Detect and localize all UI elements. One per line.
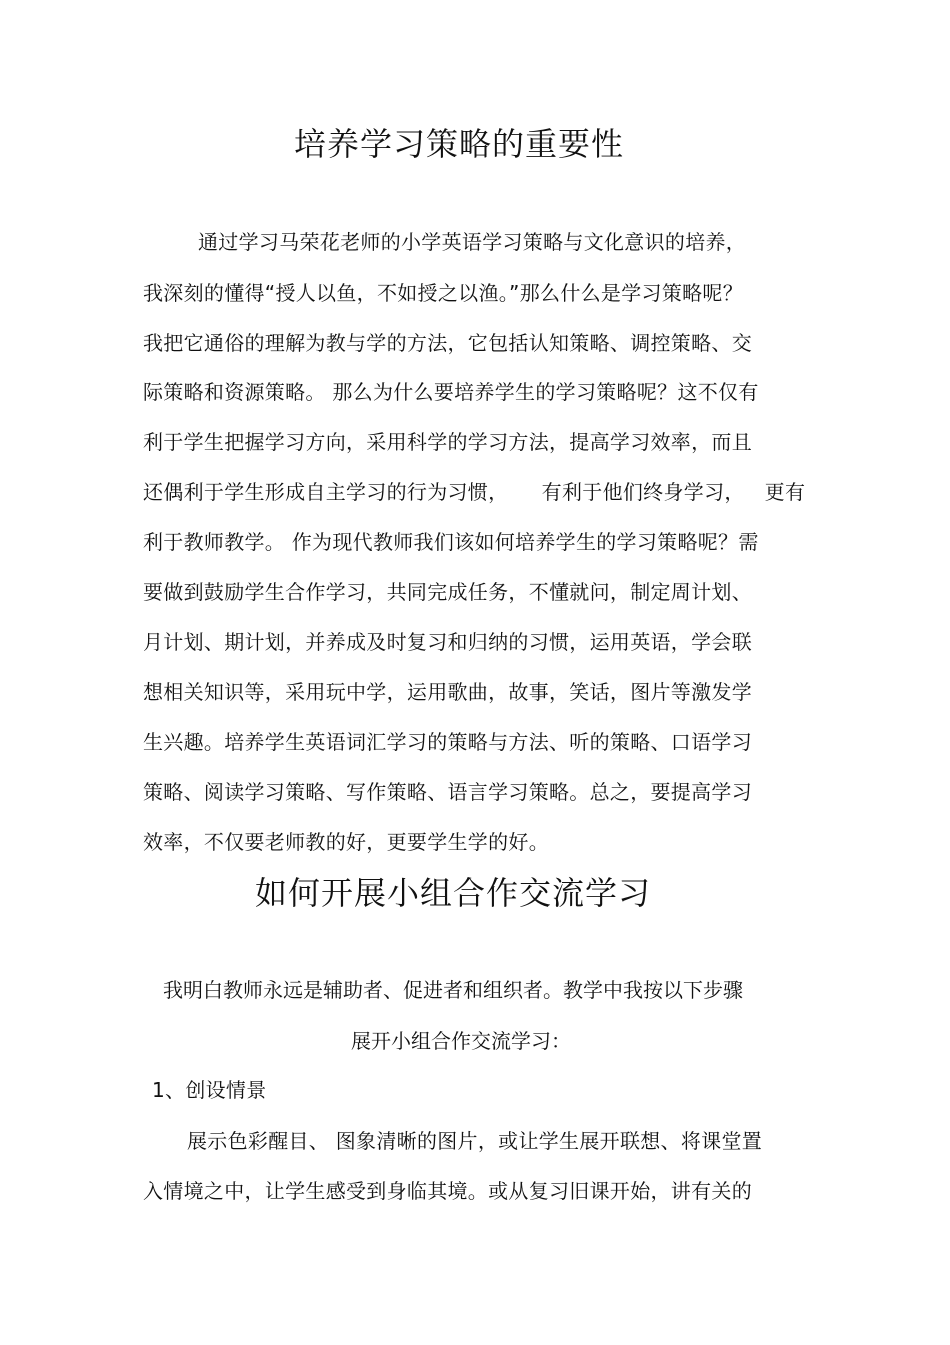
paragraph-line: 利于教师教学。 作为现代教师我们该如何培养学生的学习策略呢？需 (143, 530, 759, 554)
paragraph-line: 月计划、期计划，并养成及时复习和归纳的习惯，运用英语，学会联 (143, 630, 752, 654)
section1-title: 培养学习策略的重要性 (293, 125, 624, 163)
paragraph-line: 要做到鼓励学生合作学习，共同完成任务，不懂就问，制定周计划、 (143, 580, 752, 604)
paragraph-line: 效率，不仅要老师教的好，更要学生学的好。 (143, 830, 549, 854)
paragraph-line: 通过学习马荣花老师的小学英语学习策略与文化意识的培养， (198, 230, 747, 254)
paragraph-line: 生兴趣。培养学生英语词汇学习的策略与方法、听的策略、口语学习 (143, 730, 752, 754)
paragraph-line: 际策略和资源策略。 那么为什么要培养学生的学习策略呢？这不仅有 (143, 380, 759, 404)
paragraph-line: 入情境之中，让学生感受到身临其境。或从复习旧课开始，讲有关的 (143, 1179, 752, 1203)
paragraph-line: 利于学生把握学习方向，采用科学的学习方法，提高学习效率，而且 (143, 430, 752, 454)
paragraph-line: 还偶利于学生形成自主学习的行为习惯， 有利于他们终身学习， 更有 (143, 480, 806, 504)
section2-title: 如何开展小组合作交流学习 (254, 874, 651, 912)
paragraph-line: 我把它通俗的理解为教与学的方法，它包括认知策略、调控策略、交 (143, 331, 752, 355)
paragraph-line: 我深刻的懂得“授人以鱼，不如授之以渔。”那么什么是学习策略呢？ (143, 281, 744, 305)
paragraph-line: 策略、阅读学习策略、写作策略、语言学习策略。总之，要提高学习 (143, 780, 752, 804)
paragraph-line: 展示色彩醒目、 图象清晰的图片，或让学生展开联想、将课堂置 (187, 1129, 763, 1153)
step-heading: 1、创设情景 (152, 1078, 267, 1102)
paragraph-line: 想相关知识等，采用玩中学，运用歌曲，故事，笑话，图片等激发学 (143, 680, 752, 704)
intro-line: 我明白教师永远是辅助者、促进者和组织者。教学中我按以下步骤 (163, 978, 743, 1002)
intro-line: 展开小组合作交流学习： (351, 1029, 571, 1053)
